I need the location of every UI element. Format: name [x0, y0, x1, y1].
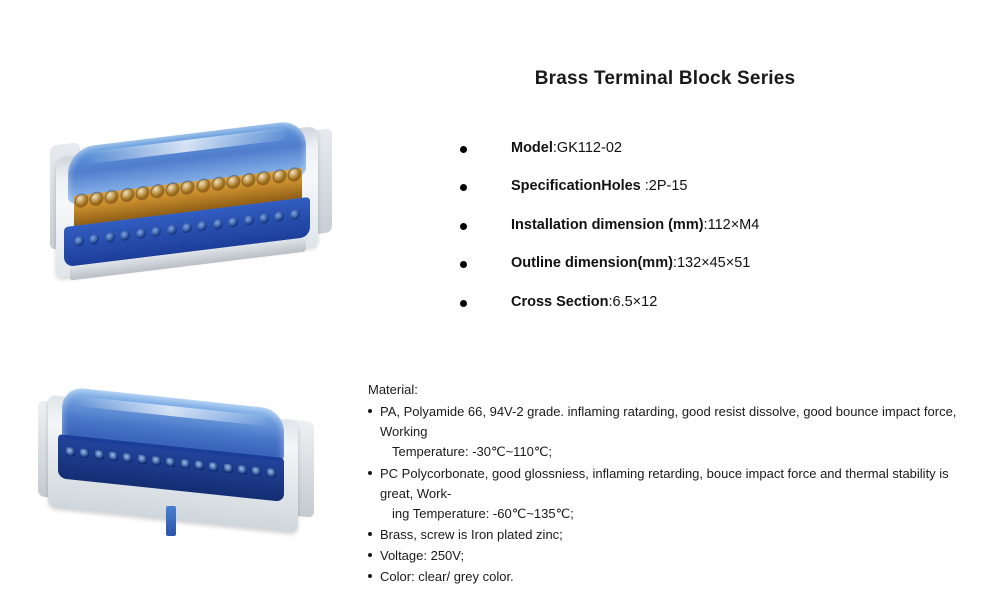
list-item [368, 567, 968, 587]
material-section [368, 380, 968, 588]
bullet-icon [368, 409, 372, 413]
spec-label: Model [511, 140, 553, 156]
list-item [368, 546, 968, 566]
list-item [368, 464, 968, 524]
product-photo-top [34, 120, 354, 300]
specification-list [460, 140, 980, 332]
list-item [460, 217, 980, 234]
bullet-icon [368, 532, 372, 536]
terminal-block-illustration-angled [18, 380, 348, 555]
spec-label: Installation dimension (mm) [511, 216, 704, 233]
bullet-icon [460, 223, 467, 230]
page-title: Brass Terminal Block Series [534, 68, 796, 89]
terminal-block-illustration [34, 120, 354, 300]
list-item [460, 255, 980, 272]
spec-value: :112×M4 [703, 216, 760, 233]
spec-label: SpecificationHoles [511, 178, 641, 195]
list-item [368, 402, 968, 462]
bullet-icon [460, 146, 467, 153]
spec-value: :2P-15 [640, 178, 688, 195]
material-text: PA, Polyamide 66, 94V-2 grade. inflaming ratarding, good resist dissolve, good bounce impact force, Working [380, 404, 957, 440]
material-text: Voltage: 250V; [380, 548, 465, 564]
bullet-icon [460, 184, 467, 191]
bullet-icon [368, 553, 372, 557]
material-text-continued: Temperature: -30℃~110℃; [392, 444, 553, 460]
din-rail-clip [166, 506, 176, 536]
spec-label: Cross Section [511, 293, 609, 310]
spec-value: :GK112-02 [552, 140, 622, 156]
list-item [460, 178, 980, 195]
list-item [460, 294, 980, 311]
bullet-icon [368, 574, 372, 578]
material-heading: Material: [368, 382, 418, 397]
list-item [460, 140, 980, 157]
spec-value: :6.5×12 [608, 293, 658, 310]
material-text: Color: clear/ grey color. [380, 569, 514, 585]
bullet-icon [368, 471, 372, 475]
product-photo-bottom [18, 380, 348, 555]
list-item [368, 525, 968, 545]
bullet-icon [460, 261, 467, 268]
material-text-continued: ing Temperature: -60℃~135℃; [392, 505, 574, 521]
spec-value: :132×45×51 [672, 255, 751, 272]
spec-label: Outline dimension(mm) [511, 255, 673, 272]
material-text: Brass, screw is Iron plated zinc; [380, 526, 563, 542]
material-text: PC Polycorbonate, good glossniess, inflaming retarding, bouce impact force and thermal stability is great, Work- [380, 465, 949, 501]
bullet-icon [460, 300, 467, 307]
